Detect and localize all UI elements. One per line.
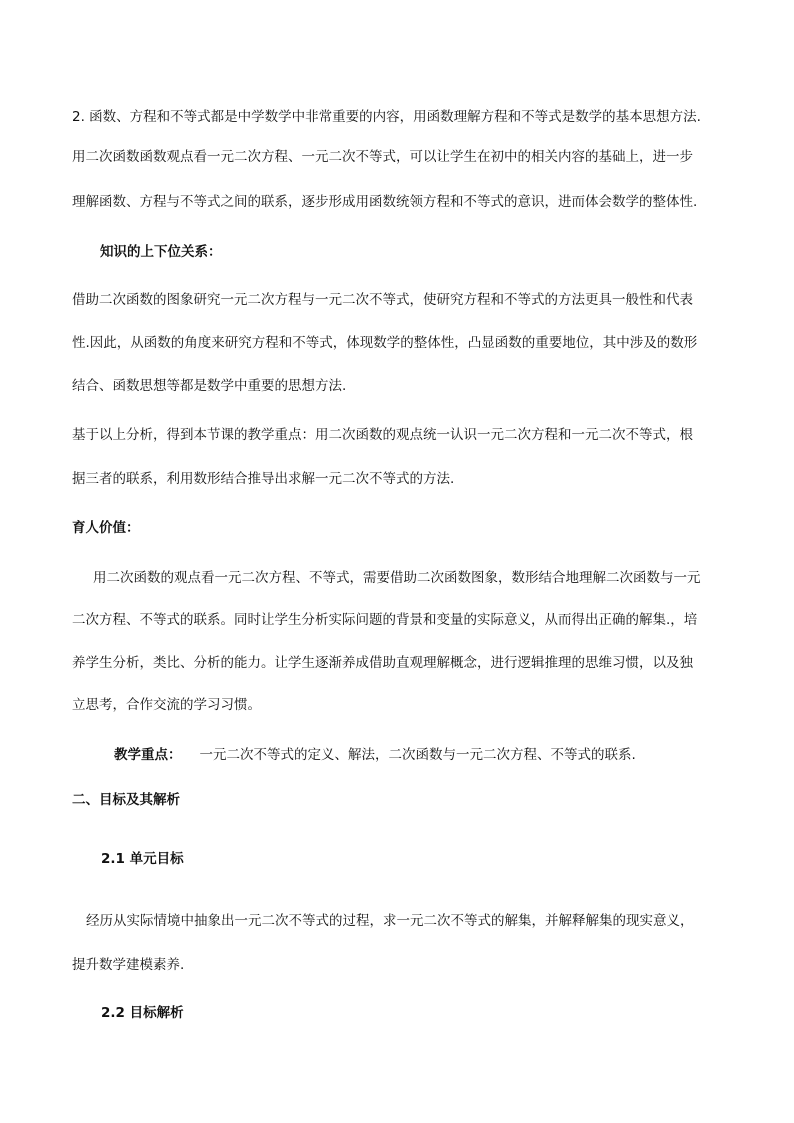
para3-line1: 基于以上分析，得到本节课的教学重点：用二次函数的观点统一认识一元二次方程和一元二次不等式，根 [72, 427, 693, 443]
subsection-2-1-heading: 2.1 单元目标 [101, 851, 184, 867]
para4-line4: 立思考，合作交流的学习习惯。 [72, 697, 261, 713]
heading-education-value: 育人价值： [72, 520, 140, 536]
para4-line1: 用二次函数的观点看一元二次方程、不等式，需要借助二次函数图象，数形结合地理解二次函数与一元 [93, 570, 701, 586]
teaching-key-point [114, 745, 636, 765]
para5-line1: 经历从实际情境中抽象出一元二次不等式的过程，求一元二次不等式的解集，并解释解集的现实意义， [86, 913, 694, 929]
para1-line3: 理解函数、方程与不等式之间的联系，逐步形成用函数统领方程和不等式的意识，进而体会数学的整体性. [72, 194, 698, 210]
para3-line2: 据三者的联系，利用数形结合推导出求解一元二次不等式的方法. [72, 471, 455, 487]
section-2-heading: 二、目标及其解析 [72, 792, 180, 808]
para2-line1: 借助二次函数的图象研究一元二次方程与一元二次不等式，使研究方程和不等式的方法更具一般性和代表 [72, 292, 693, 308]
para1-line2: 用二次函数函数观点看一元二次方程、一元二次不等式，可以让学生在初中的相关内容的基础上，进一步 [72, 149, 693, 165]
para4-line2: 二次方程、不等式的联系。同时让学生分析实际问题的背景和变量的实际意义，从而得出正确的解集.，培 [72, 612, 698, 628]
para1-line1: 2. 函数、方程和不等式都是中学数学中非常重要的内容，用函数理解方程和不等式是数学的基本思想方法. [72, 109, 701, 125]
key-point-text: 一元二次不等式的定义、解法，二次函数与一元二次方程、不等式的联系. [199, 747, 636, 763]
para4-line3: 养学生分析，类比、分析的能力。让学生逐渐养成借助直观理解概念，进行逻辑推理的思维习惯，以及独 [72, 655, 693, 671]
subsection-2-2-heading: 2.2 目标解析 [101, 1005, 184, 1021]
para5-line2: 提升数学建模素养. [72, 957, 185, 973]
key-point-label: 教学重点： [114, 747, 182, 763]
heading-knowledge-relation: 知识的上下位关系： [100, 244, 222, 260]
para2-line2: 性.因此，从函数的角度来研究方程和不等式，体现数学的整体性，凸显函数的重要地位，其中涉及的数形 [72, 335, 698, 351]
para2-line3: 结合、函数思想等都是数学中重要的思想方法. [72, 378, 347, 394]
